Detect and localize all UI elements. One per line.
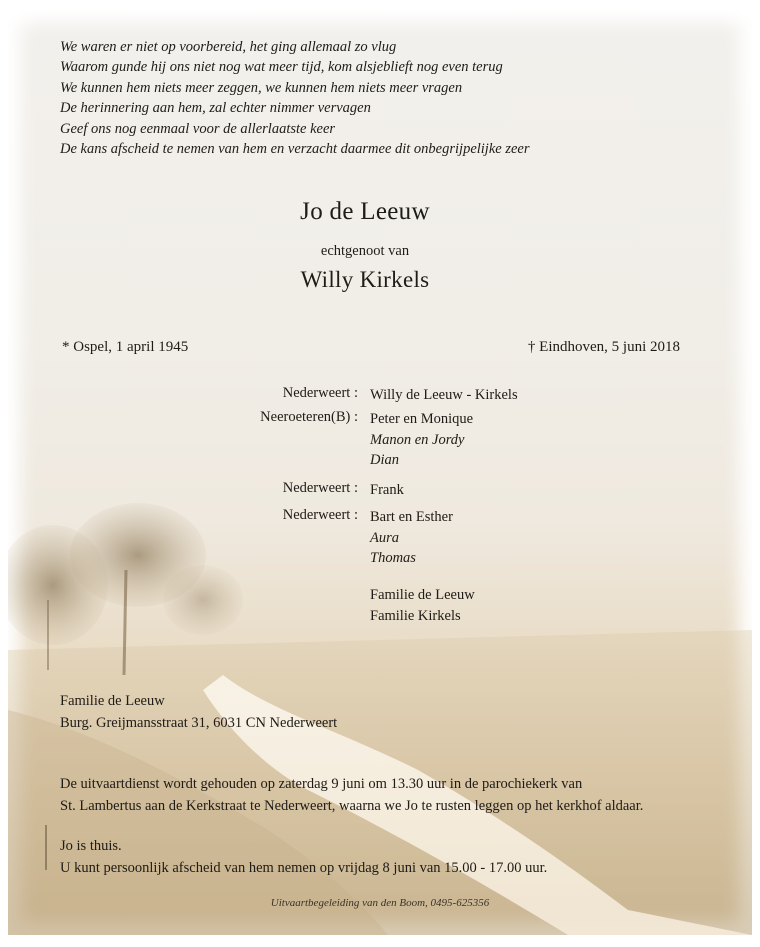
service-line: St. Lambertus aan de Kerkstraat te Nederweert, waarna we Jo te rusten leggen op het kerkhof aldaar. bbox=[60, 798, 644, 814]
correspondence-address bbox=[60, 690, 337, 734]
visitation-line: U kunt persoonlijk afscheid van hem nemen op vrijdag 8 juni van 15.00 - 17.00 uur. bbox=[60, 860, 548, 876]
visitation-info bbox=[60, 835, 547, 879]
family-names bbox=[370, 507, 453, 569]
family-names bbox=[370, 385, 518, 406]
poem-line: De kans afscheid te nemen van hem en verzacht daarmee dit onbegrijpelijke zeer bbox=[60, 141, 530, 158]
spouse-label: echtgenoot van bbox=[320, 243, 410, 259]
family-name: Peter en Monique bbox=[370, 411, 474, 427]
family-names bbox=[370, 585, 475, 626]
spouse-name: Willy Kirkels bbox=[300, 267, 430, 292]
family-name: Familie Kirkels bbox=[370, 607, 461, 624]
poem-line: Waarom gunde hij ons niet nog wat meer tijd, kom alsjeblieft nog even terug bbox=[60, 59, 503, 76]
family-name: Manon en Jordy bbox=[370, 431, 465, 448]
family-names bbox=[370, 409, 473, 471]
funeral-director-footer: Uitvaartbegeleiding van den Boom, 0495-625356 bbox=[270, 897, 490, 909]
poem-line: We waren er niet op voorbereid, het ging allemaal zo vlug bbox=[60, 39, 397, 55]
family-place: Nederweert : bbox=[282, 480, 358, 496]
family-place: Nederweert : bbox=[282, 507, 358, 523]
family-name: Bart en Esther bbox=[370, 509, 453, 525]
family-name: Willy de Leeuw - Kirkels bbox=[370, 387, 518, 403]
family-names bbox=[370, 480, 404, 501]
family-name: Familie de Leeuw bbox=[370, 587, 475, 603]
poem-line: We kunnen hem niets meer zeggen, we kunnen hem niets meer vragen bbox=[60, 79, 463, 96]
address-line: Burg. Greijmansstraat 31, 6031 CN Nederweert bbox=[60, 715, 338, 731]
service-line: De uitvaartdienst wordt gehouden op zaterdag 9 juni om 13.30 uur in de parochiekerk van bbox=[60, 776, 583, 792]
address-line: Familie de Leeuw bbox=[60, 693, 165, 709]
service-info bbox=[60, 773, 643, 817]
family-name: Aura bbox=[370, 529, 399, 546]
poem-line: De herinnering aan hem, zal echter nimmer vervagen bbox=[60, 100, 371, 117]
poem bbox=[60, 37, 530, 159]
family-place: Nederweert : bbox=[282, 385, 358, 401]
poem-line: Geef ons nog eenmaal voor de allerlaatste keer bbox=[60, 120, 336, 137]
family-name: Dian bbox=[370, 452, 399, 468]
visitation-line: Jo is thuis. bbox=[60, 838, 122, 854]
family-name: Frank bbox=[370, 482, 404, 498]
death-date: † Eindhoven, 5 juni 2018 bbox=[527, 339, 680, 355]
deceased-name: Jo de Leeuw bbox=[300, 198, 430, 225]
family-name: Thomas bbox=[370, 550, 416, 566]
family-place: Neeroeteren(B) : bbox=[260, 409, 358, 425]
birth-date: * Ospel, 1 april 1945 bbox=[62, 339, 189, 355]
